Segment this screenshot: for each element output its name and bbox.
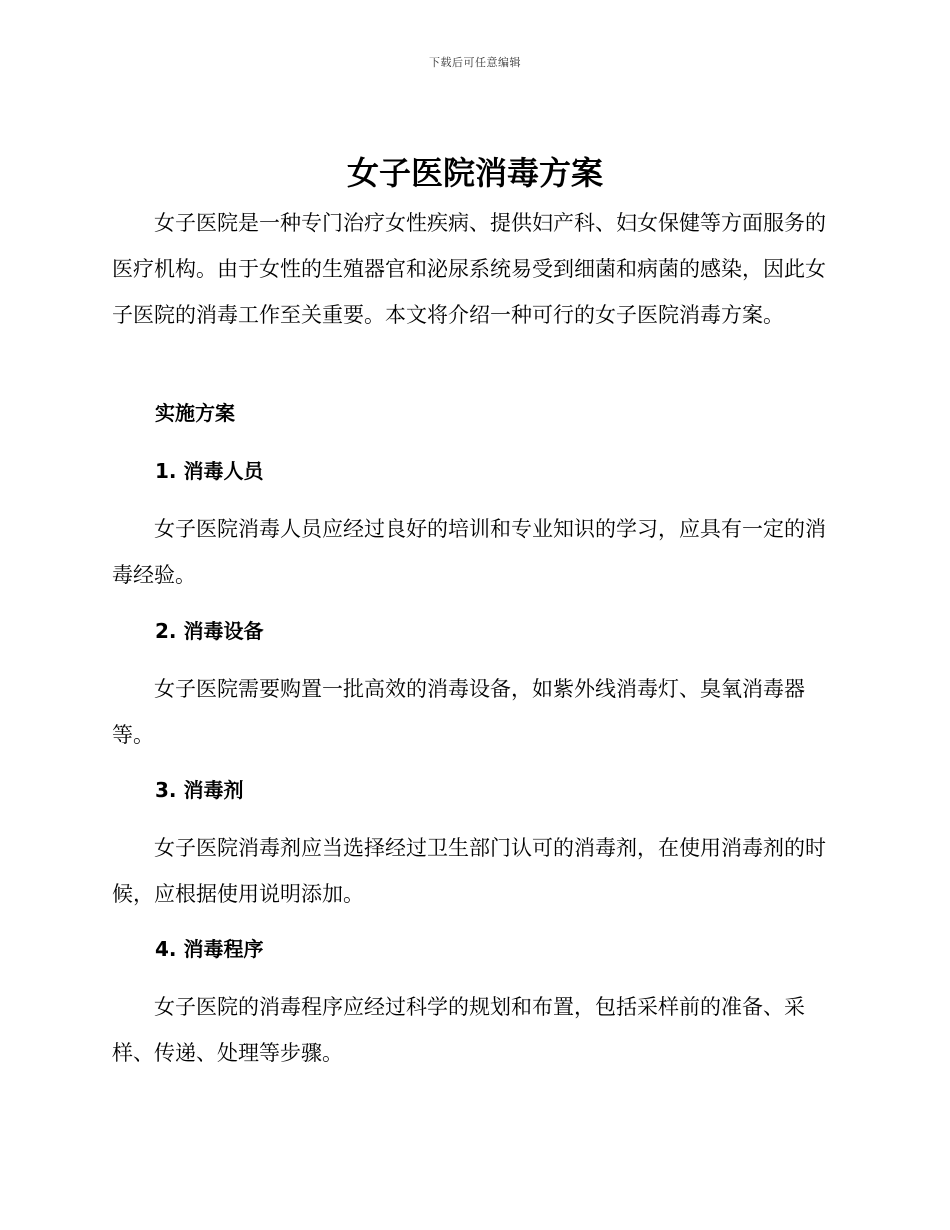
section-heading-personnel: 1. 消毒人员 [155, 459, 264, 483]
section-heading-disinfectant: 3. 消毒剂 [155, 778, 244, 802]
document-title: 女子医院消毒方案 [346, 154, 603, 192]
section-heading-procedure: 4. 消毒程序 [155, 937, 264, 961]
plan-heading: 实施方案 [155, 401, 235, 425]
section-text-procedure: 女子医院的消毒程序应经过科学的规划和布置，包括采样前的准备、采样、传递、处理等步骤。 [112, 995, 805, 1065]
header-note: 下载后可任意编辑 [429, 56, 521, 69]
intro-paragraph: 女子医院是一种专门治疗女性疾病、提供妇产科、妇女保健等方面服务的医疗机构。由于女性的生殖器官和泌尿系统易受到细菌和病菌的感染，因此女子医院的消毒工作至关重要。本文将介绍一种可行的女子医院消毒方案。 [112, 211, 826, 327]
section-heading-equipment: 2. 消毒设备 [155, 619, 264, 643]
section-text-personnel: 女子医院消毒人员应经过良好的培训和专业知识的学习，应具有一定的消毒经验。 [112, 517, 826, 587]
section-text-disinfectant: 女子医院消毒剂应当选择经过卫生部门认可的消毒剂，在使用消毒剂的时候，应根据使用说明添加。 [112, 836, 826, 906]
section-text-equipment: 女子医院需要购置一批高效的消毒设备，如紫外线消毒灯、臭氧消毒器等。 [112, 677, 805, 747]
